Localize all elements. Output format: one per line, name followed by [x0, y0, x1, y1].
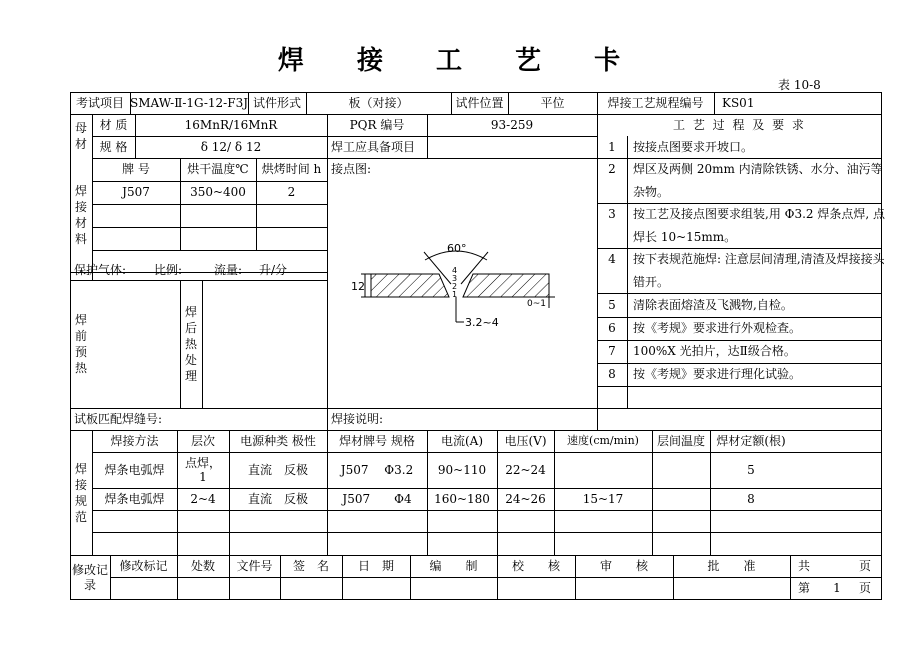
consumables-label: 焊接材料 — [74, 184, 87, 246]
dry-temp-header: 烘干温度℃ — [187, 162, 249, 177]
layer-4-text: 4 — [452, 266, 458, 275]
param-header-speed: 速度(cm/min) — [567, 434, 639, 448]
footer-header-checked: 校 核 — [511, 558, 560, 573]
revision-record-label: 修改记录 — [72, 563, 109, 592]
process-title: 工 艺 过 程 及 要 求 — [673, 117, 806, 132]
root-face-text: 3.2~4 — [465, 316, 499, 329]
dry-time-value: 2 — [287, 185, 296, 200]
weld-note-label: 焊接说明: — [331, 411, 384, 426]
step-2-text-cont: 杂物。 — [633, 184, 670, 199]
row1-layer: 点焊，1 — [184, 455, 221, 484]
total-pages-suffix: 页 — [858, 558, 871, 573]
row2-interpass — [652, 488, 710, 510]
row2-layer: 2~4 — [190, 491, 216, 506]
page-prefix: 第 — [798, 581, 811, 596]
step-2-text: 焊区及两侧 20mm 内清除铁锈、水分、油污等 — [633, 161, 883, 176]
step-5-text: 清除表面熔渣及飞溅物,自检。 — [633, 298, 793, 313]
row1-quota: 5 — [747, 462, 755, 477]
row2-current: 160~180 — [434, 491, 490, 506]
welding-card — [70, 92, 885, 600]
material-value: 16MnR/16MnR — [184, 117, 278, 132]
step-1-number: 1 — [608, 139, 616, 154]
step-4-text-cont: 错开。 — [633, 274, 670, 289]
gap-text: 0~1 — [527, 299, 546, 309]
dry-time-header: 烘烤时间 h — [261, 162, 322, 177]
page-title: 焊 接 工 艺 卡 — [277, 46, 643, 76]
table-number: 表 10-8 — [778, 78, 821, 92]
spec-value: δ 12/ δ 12 — [200, 139, 262, 154]
footer-header-prepared: 编 制 — [429, 558, 478, 573]
param-header-power: 电源种类 极性 — [240, 433, 316, 448]
joint-diagram-label: 接点图: — [331, 161, 372, 176]
footer-header-reviewed: 审 核 — [599, 558, 648, 573]
specimen-form-label: 试件形式 — [252, 95, 301, 110]
step-6-number: 6 — [608, 321, 616, 336]
row2-quota: 8 — [747, 491, 755, 506]
step-8-number: 8 — [608, 367, 616, 382]
param-header-filler: 焊材牌号 规格 — [339, 433, 415, 448]
groove-angle-text: 60° — [447, 242, 467, 255]
layer-3-text: 3 — [452, 274, 458, 283]
page-suffix: 页 — [858, 581, 871, 596]
position-value: 平位 — [540, 95, 565, 110]
material-label: 材 质 — [99, 117, 128, 132]
step-5-number: 5 — [608, 298, 616, 313]
pwht-label: 焊后热处理 — [184, 305, 197, 383]
gas-ratio-label: 比例: — [154, 262, 183, 277]
row1-power: 直流 反极 — [247, 462, 308, 477]
param-header-current: 电流(A) — [440, 433, 484, 448]
wps-number-value: KS01 — [722, 95, 755, 110]
row1-method: 焊条电弧焊 — [104, 462, 165, 477]
param-header-interpass: 层间温度 — [656, 433, 705, 448]
page-number: 1 — [833, 581, 841, 596]
param-header-quota: 焊材定额(根) — [716, 433, 786, 448]
row1-voltage: 22~24 — [505, 462, 546, 477]
step-4-number: 4 — [608, 251, 616, 266]
pqr-value: 93-259 — [490, 117, 534, 132]
pqr-label: PQR 编号 — [349, 117, 405, 132]
layer-1-text: 1 — [452, 290, 458, 299]
step-3-text: 按工艺及接点图要求组装,用 Φ3.2 焊条点焊, 点 — [633, 206, 885, 221]
step-2-number: 2 — [608, 161, 616, 176]
footer-header-mark: 修改标记 — [119, 558, 168, 573]
footer-header-date: 日 期 — [357, 558, 394, 573]
brand-header: 牌 号 — [122, 162, 150, 177]
row1-current: 90~110 — [437, 462, 487, 477]
base-material-label: 母材 — [74, 121, 87, 151]
row2-power: 直流 反极 — [247, 491, 308, 506]
step-4-text: 按下表规范施焊: 注意层间清理,清渣及焊接接头 — [633, 251, 885, 266]
step-3-text-cont: 焊长 10~15mm。 — [633, 229, 737, 244]
footer-header-approved: 批 准 — [707, 558, 756, 573]
row1-interpass — [652, 452, 710, 488]
step-3-number: 3 — [608, 206, 616, 221]
step-1-text: 按接点图要求开坡口。 — [633, 139, 754, 154]
dry-temp-value: 350~400 — [190, 185, 246, 200]
footer-header-count: 处数 — [190, 558, 215, 573]
spec-label: 规 格 — [99, 139, 128, 154]
preheat-label: 焊前预热 — [74, 313, 87, 375]
row2-method: 焊条电弧焊 — [104, 491, 165, 506]
step-6-text: 按《考规》要求进行外观检查。 — [633, 321, 802, 336]
layer-2-text: 2 — [452, 282, 458, 291]
brand-value: J507 — [122, 185, 150, 200]
exam-item-value: SMAW-Ⅱ-1G-12-F3J — [130, 95, 249, 110]
row1-filler: J507 Φ3.2 — [340, 462, 414, 477]
step-8-text: 按《考规》要求进行理化试验。 — [633, 367, 802, 382]
gas-label: 保护气体: — [74, 262, 127, 277]
groove-label: 试板匹配焊缝号: — [74, 411, 163, 426]
row1-speed — [554, 452, 652, 488]
gas-flow-label: 流量: — [214, 262, 243, 277]
param-header-method: 焊接方法 — [110, 433, 159, 448]
exam-item-label: 考试项目 — [75, 95, 124, 110]
step-7-number: 7 — [608, 344, 616, 359]
step-7-text: 100%X 光拍片，达Ⅱ级合格。 — [633, 344, 796, 359]
footer-header-docno: 文件号 — [236, 558, 273, 573]
params-label: 焊接规范 — [74, 461, 87, 524]
specimen-form-value: 板（对接） — [348, 95, 409, 110]
gas-unit-label: 升/分 — [259, 262, 288, 277]
row2-filler: J507 Φ4 — [342, 491, 412, 506]
total-pages-label: 共 — [798, 558, 811, 573]
row2-voltage: 24~26 — [505, 491, 546, 506]
row2-speed: 15~17 — [582, 491, 624, 506]
wps-number-label: 焊接工艺规程编号 — [607, 95, 704, 110]
equipment-label: 焊工应具备项目 — [331, 139, 416, 154]
param-header-voltage: 电压(V) — [504, 433, 547, 448]
joint-diagram — [331, 240, 595, 340]
position-label: 试件位置 — [455, 95, 504, 110]
footer-header-sign: 签 名 — [292, 558, 329, 573]
param-header-layer: 层次 — [190, 433, 215, 448]
plate-thickness-text: 12 — [351, 280, 365, 293]
